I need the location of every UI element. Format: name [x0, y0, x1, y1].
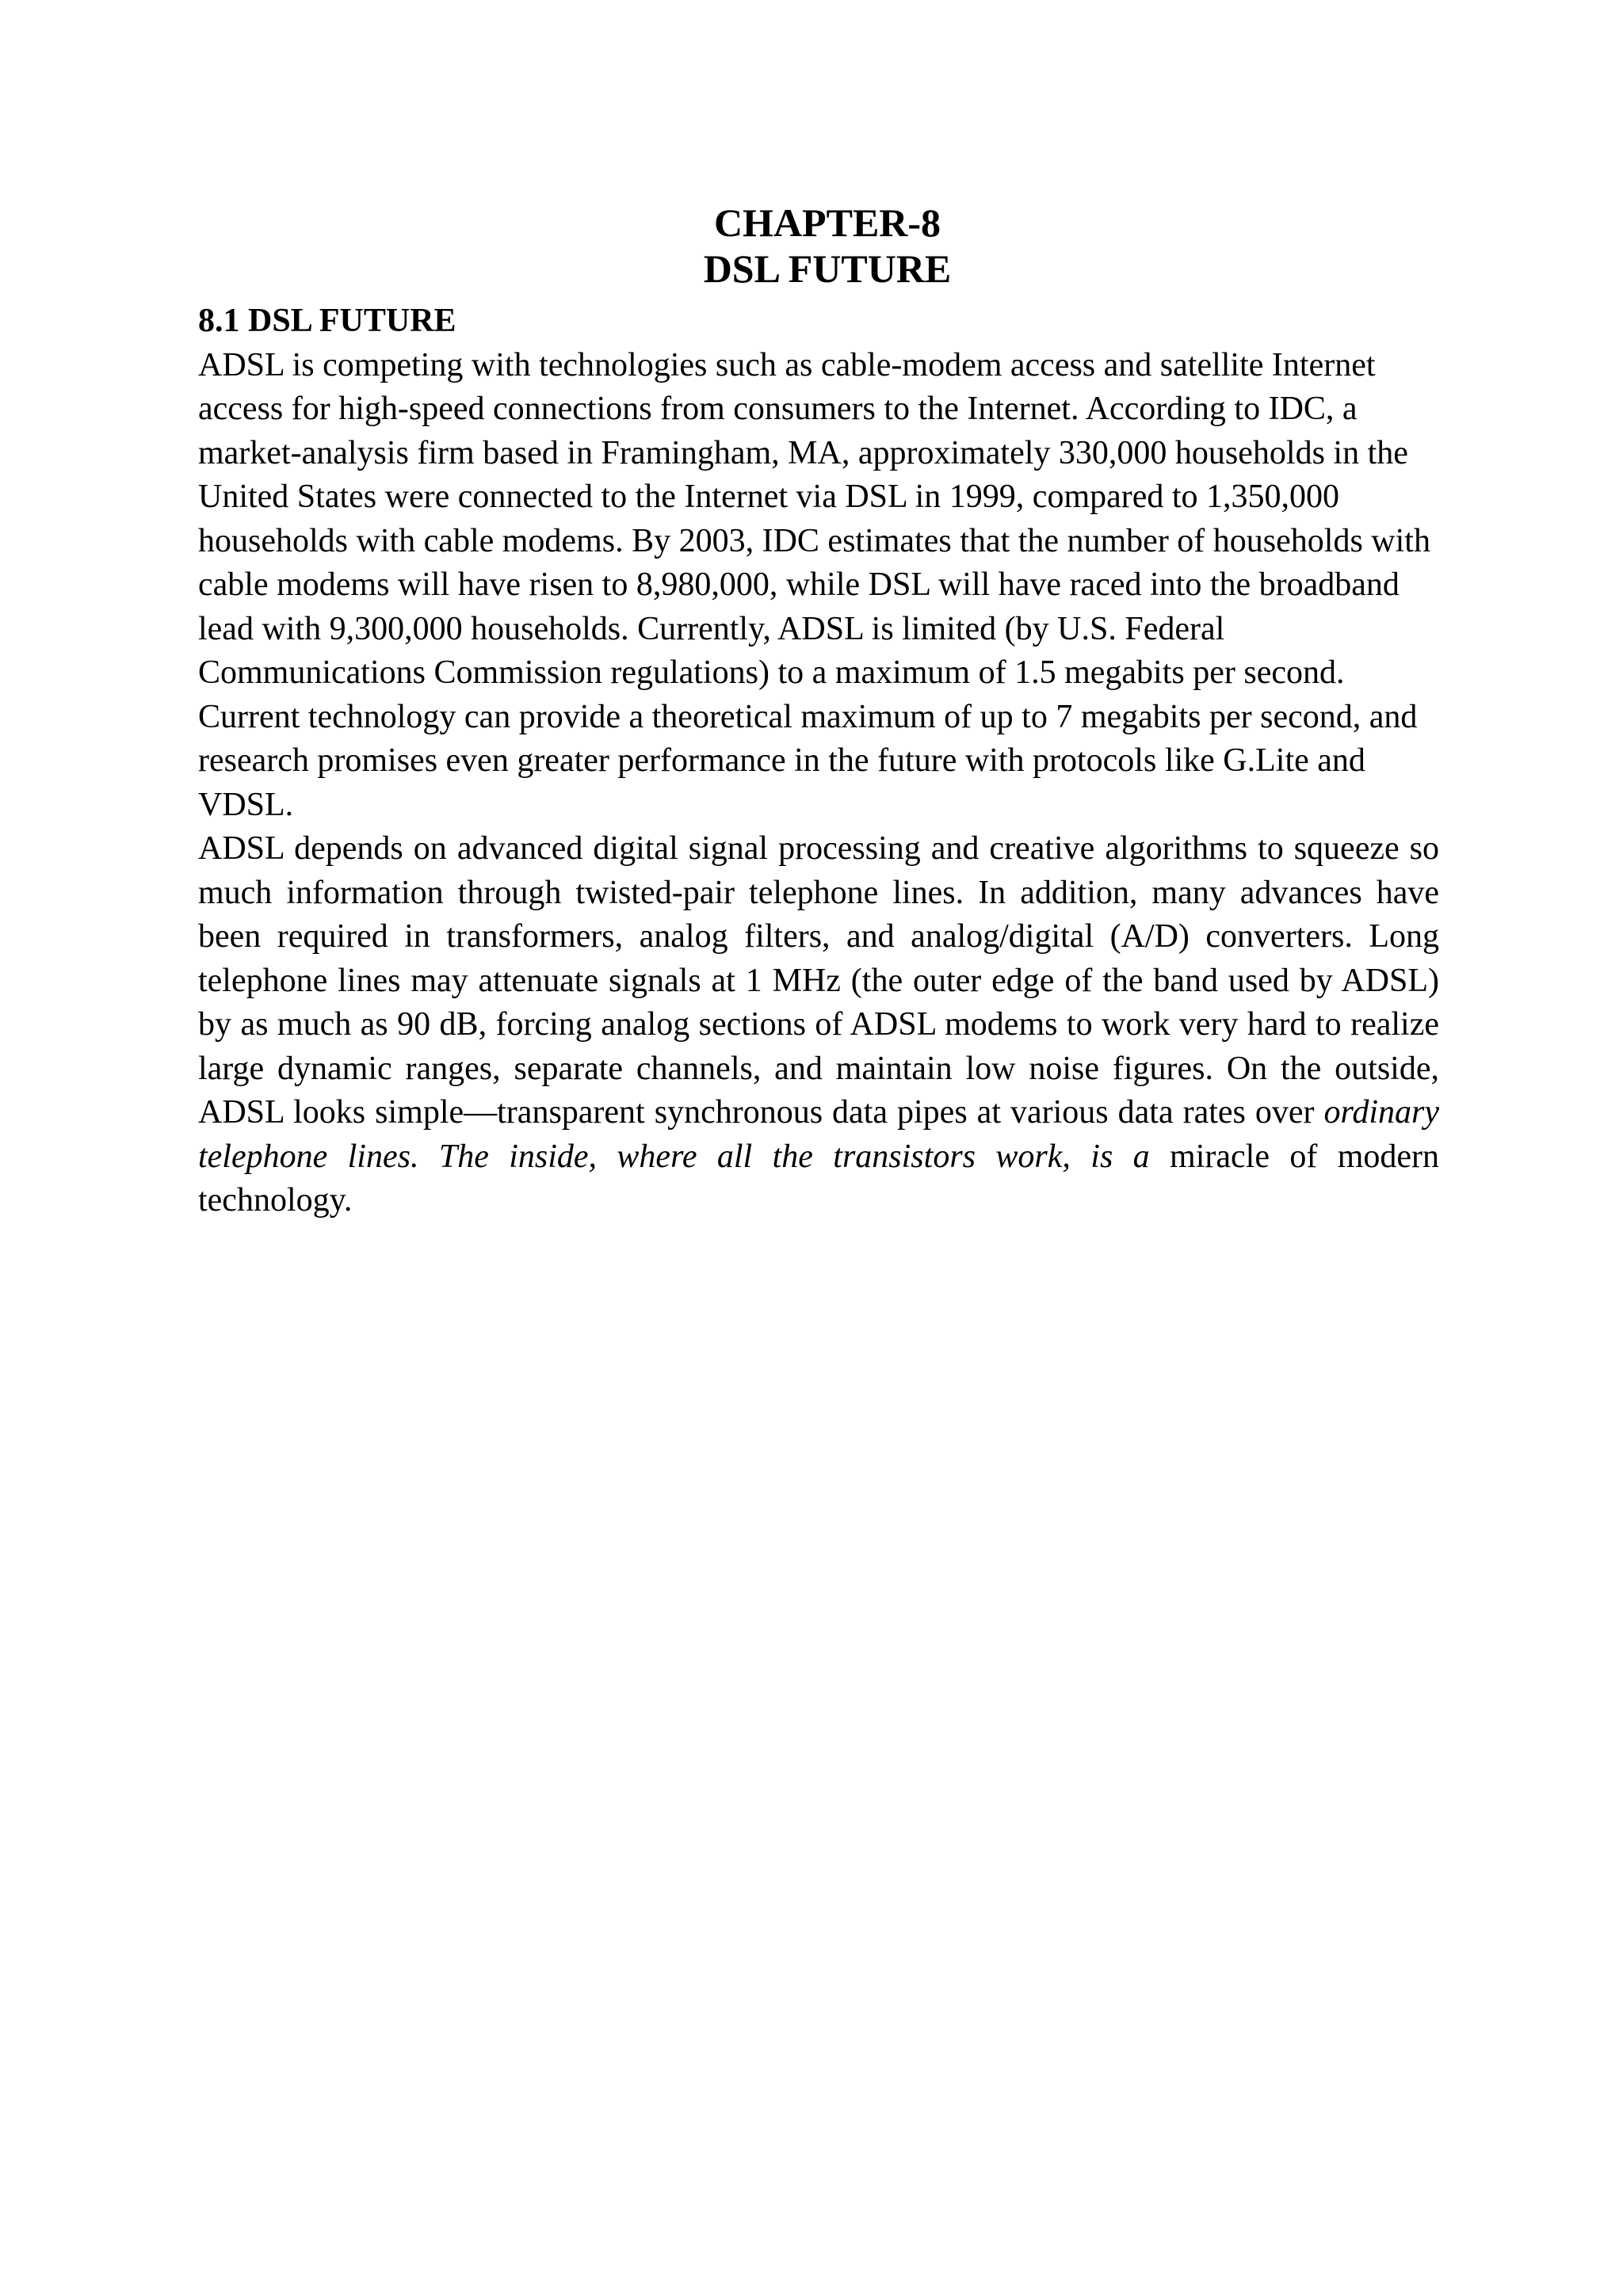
document-body — [198, 299, 1439, 1223]
section-heading: 8.1 DSL FUTURE — [198, 303, 456, 339]
paragraph-text: ADSL depends on advanced digital signal processing and creative algorithms to squeeze so much information through twisted-pair telephone lines. In addition, many advances have been required in transformers, analog filters, and analog/digital (A/D) converters. Long telephone lines may attenuate signals at 1 MHz (the outer edge of the band used by ADSL) by as much as 90 dB, forcing analog sections of ADSL modems to work very hard to realize large dynamic ranges, separate channels, and maintain low noise figures. On the outside, ADSL looks simple—transparent synchronous data pipes at various data rates over — [198, 830, 1439, 1131]
paragraph-dsl-market: ADSL is competing with technologies such as cable-modem access and satellite Internet access for high-speed connections from consumers to the Internet. According to IDC, a market-analysis firm based in Framingham, MA, approximately 330,000 households in the United States were connected to the Internet via DSL in 1999, compared to 1,350,000 households with cable modems. By 2003, IDC estimates that the number of households with cable modems will have risen to 8,980,000, while DSL will have raced into the broadband lead with 9,300,000 households. Currently, ADSL is limited (by U.S. Federal Communications Commission regulations) to a maximum of 1.5 megabits per second. Current technology can provide a theoretical maximum of up to 7 megabits per second, and research promises even greater performance in the future with protocols like G.Lite and VDSL. — [198, 346, 1430, 823]
chapter-number-heading: CHAPTER-8 — [713, 200, 941, 245]
paragraph-italic-text: ordinary telephone lines. The inside, where all the transistors work, is a — [198, 1094, 1439, 1175]
paragraph-adsl-technology — [198, 827, 1439, 1223]
paragraph-text-end: miracle of modern technology. — [198, 1138, 1440, 1219]
chapter-title-heading: DSL FUTURE — [703, 246, 952, 291]
